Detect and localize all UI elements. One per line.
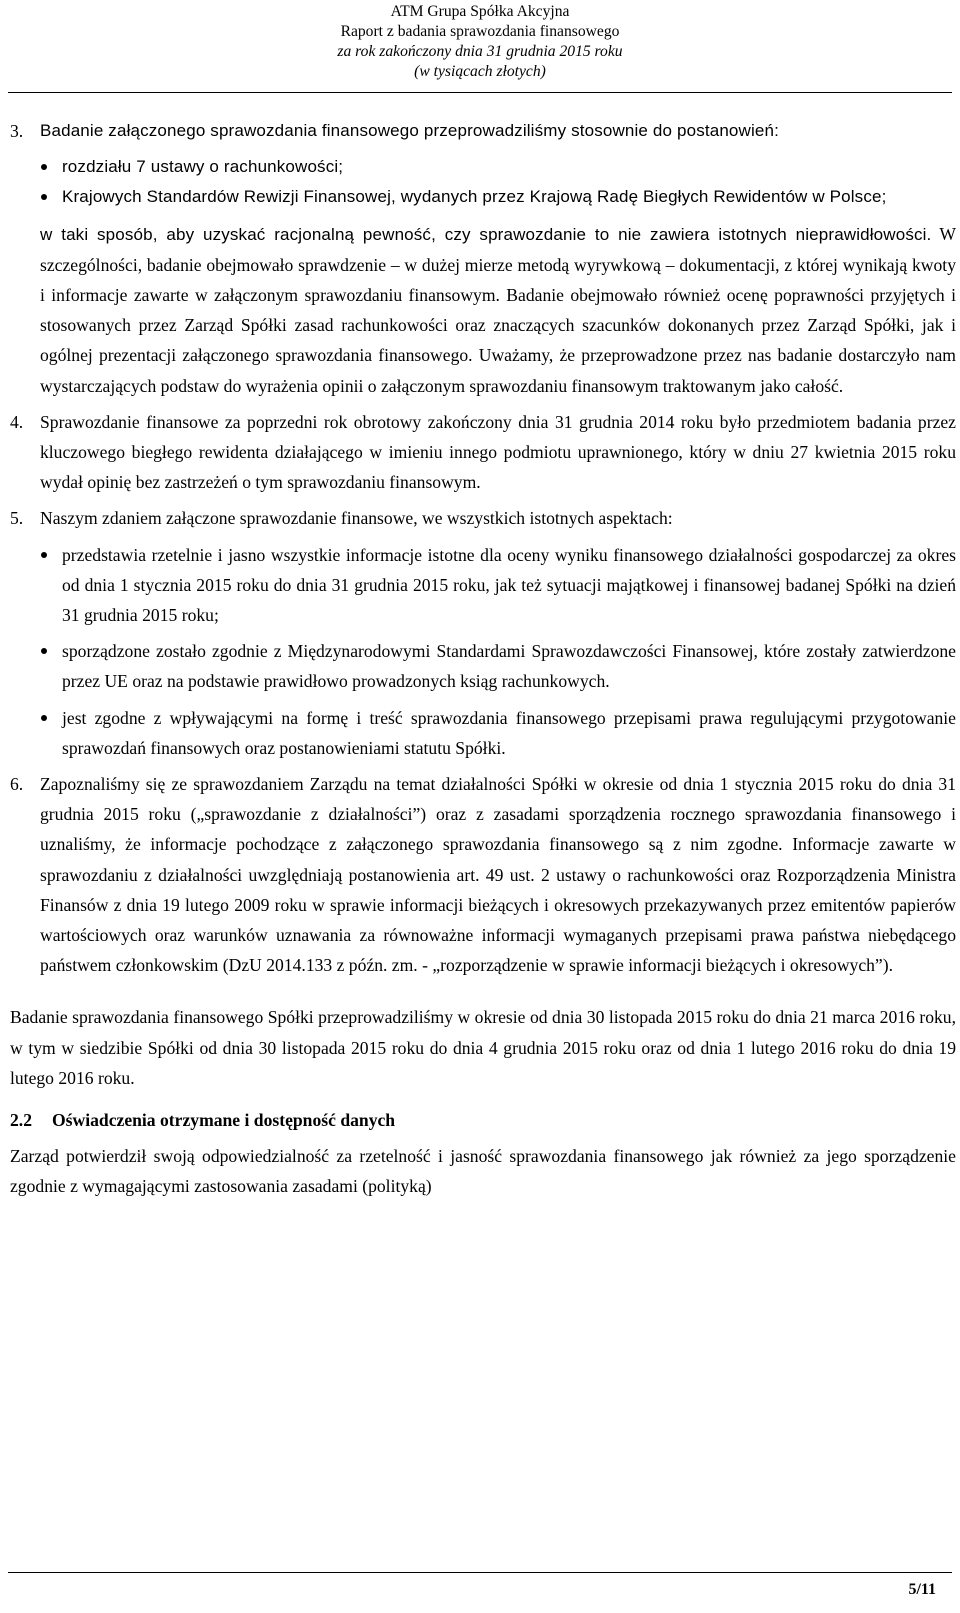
list-item-4 [10,407,956,498]
header-report-title: Raport z badania sprawozdania finansowego [340,23,620,40]
bullet-icon [40,152,62,182]
bullet-icon [40,703,62,763]
item-5-intro: Naszym zdaniem załączone sprawozdanie finansowe, we wszystkich istotnych aspektach: [40,508,673,529]
document-body [10,116,956,1202]
list-item-3 [10,116,956,401]
item-3-follow [40,219,956,401]
item-3-bullets [40,152,956,212]
bullet-icon [40,540,62,631]
item-5-bullets [40,540,956,763]
section-title: Oświadczenia otrzymane i dostępność danych [52,1110,396,1131]
bullet-item: przedstawia rzetelnie i jasno wszystkie informacje istotne dla oceny wyniku finansowego działalności gospodarczej za okres od dnia 1 stycznia 2015 roku do dnia 31 grudnia 2015 roku, jak też sytuacji majątkowej i finansowej badanej Spółki na dzień 31 grudnia 2015 roku; [40,540,956,631]
bullet-icon [40,636,62,696]
item-3-intro: Badanie załączonego sprawozdania finansowego przeprowadziliśmy stosownie do postanowień: [40,121,779,140]
item-number: 6. [10,774,24,795]
bullet-item: Krajowych Standardów Rewizji Finansowej, wydanych przez Krajową Radę Biegłych Rewidentów w Polsce; [40,182,956,212]
bullet-item: sporządzone zostało zgodnie z Międzynarodowymi Standardami Sprawozdawczości Finansowej, które zostały zatwierdzone przez UE oraz na podstawie prawidłowo prowadzonych ksiąg rachunkowych. [40,636,956,696]
header-company: ATM Grupa Spółka Akcyjna [390,3,570,20]
section-number: 2.2 [10,1110,32,1131]
item-number: 3. [10,121,24,141]
item-3-follow-a: w taki sposób, aby uzyskać racjonalną pewność, czy sprawozdanie to nie zawiera istotnych nieprawidłowości. [40,224,932,244]
section-heading [10,1105,956,1135]
bullet-item: jest zgodne z wpływającymi na formę i treść sprawozdania finansowego przepisami prawa regulującymi przygotowanie sprawozdań finansowych oraz postanowieniami statutu Spółki. [40,703,956,763]
header-units: (w tysiącach złotych) [414,63,546,80]
item-number: 5. [10,508,24,529]
item-4-text: Sprawozdanie finansowe za poprzedni rok obrotowy zakończony dnia 31 grudnia 2014 roku było przedmiotem badania przez kluczowego biegłego rewidenta działającego w imieniu innego podmiotu uprawnionego, który w dniu 27 kwietnia 2015 roku wydał opinię bez zastrzeżeń o tym sprawozdaniu finansowym. [40,411,956,493]
section-paragraph: Zarząd potwierdził swoją odpowiedzialność za rzetelność i jasność sprawozdania finansowego jak również za jego sporządzenie zgodnie z wymagającymi zastosowania zasadami (polityką) [10,1146,956,1197]
header-period: za rok zakończony dnia 31 grudnia 2015 roku [337,43,623,60]
page-number: 5/11 [908,1581,936,1598]
item-6-text: Zapoznaliśmy się ze sprawozdaniem Zarządu na temat działalności Spółki w okresie od dnia 1 stycznia 2015 roku do dnia 31 grudnia 2015 roku („sprawozdanie z działalności”) oraz z zasadami sporządzenia rocznego sprawozdania finansowego i uznaliśmy, że informacje pochodzące z załączonego sprawozdania finansowego są z nim zgodne. Informacje zawarte w sprawozdaniu z działalności uwzględniają postanowienia art. 49 ust. 2 ustawy o rachunkowości oraz Rozporządzenia Ministra Finansów z dnia 19 lutego 2009 roku w sprawie informacji bieżących i okresowych przekazywanych przez emitentów papierów wartościowych oraz warunków uznawania za równoważne informacji wymaganych przepisami prawa państwa niebędącego państwem członkowskim (DzU 2014.133 z późn. zm. - „rozporządzenie w sprawie informacji bieżących i okresowych”). [40,774,956,976]
list-item-6 [10,769,956,980]
document-header [0,0,960,82]
audit-period-paragraph: Badanie sprawozdania finansowego Spółki przeprowadziliśmy w okresie od dnia 30 listopada 2015 roku do dnia 21 marca 2016 roku, w tym w siedzibie Spółki od dnia 30 listopada 2015 roku do dnia 4 grudnia 2015 roku oraz od dnia 1 lutego 2016 roku do dnia 19 lutego 2016 roku. [10,1007,956,1088]
item-number: 4. [10,411,24,432]
bullet-icon [40,182,62,212]
footer-divider [8,1572,952,1573]
list-item-5 [10,503,956,763]
bullet-item: rozdziału 7 ustawy o rachunkowości; [40,152,956,182]
header-divider [8,92,952,93]
item-3-follow-b: W szczególności, badanie obejmowało sprawdzenie – w dużej mierze metodą wyrywkową – dokumentacji, z której wynikają kwoty i informacje zawarte w załączonym sprawozdaniu finansowym. Badanie obejmowało również ocenę poprawności przyjętych i stosowanych przez Zarząd Spółki zasad rachunkowości oraz znaczących szacunków dokonanych przez Zarząd Spółki, jak i ogólnej prezentacji załączonego sprawozdania finansowego. Uważamy, że przeprowadzone przez nas badanie dostarczyło nam wystarczających podstaw do wyrażenia opinii o załączonym sprawozdaniu finansowym traktowanym jako całość. [40,223,957,396]
